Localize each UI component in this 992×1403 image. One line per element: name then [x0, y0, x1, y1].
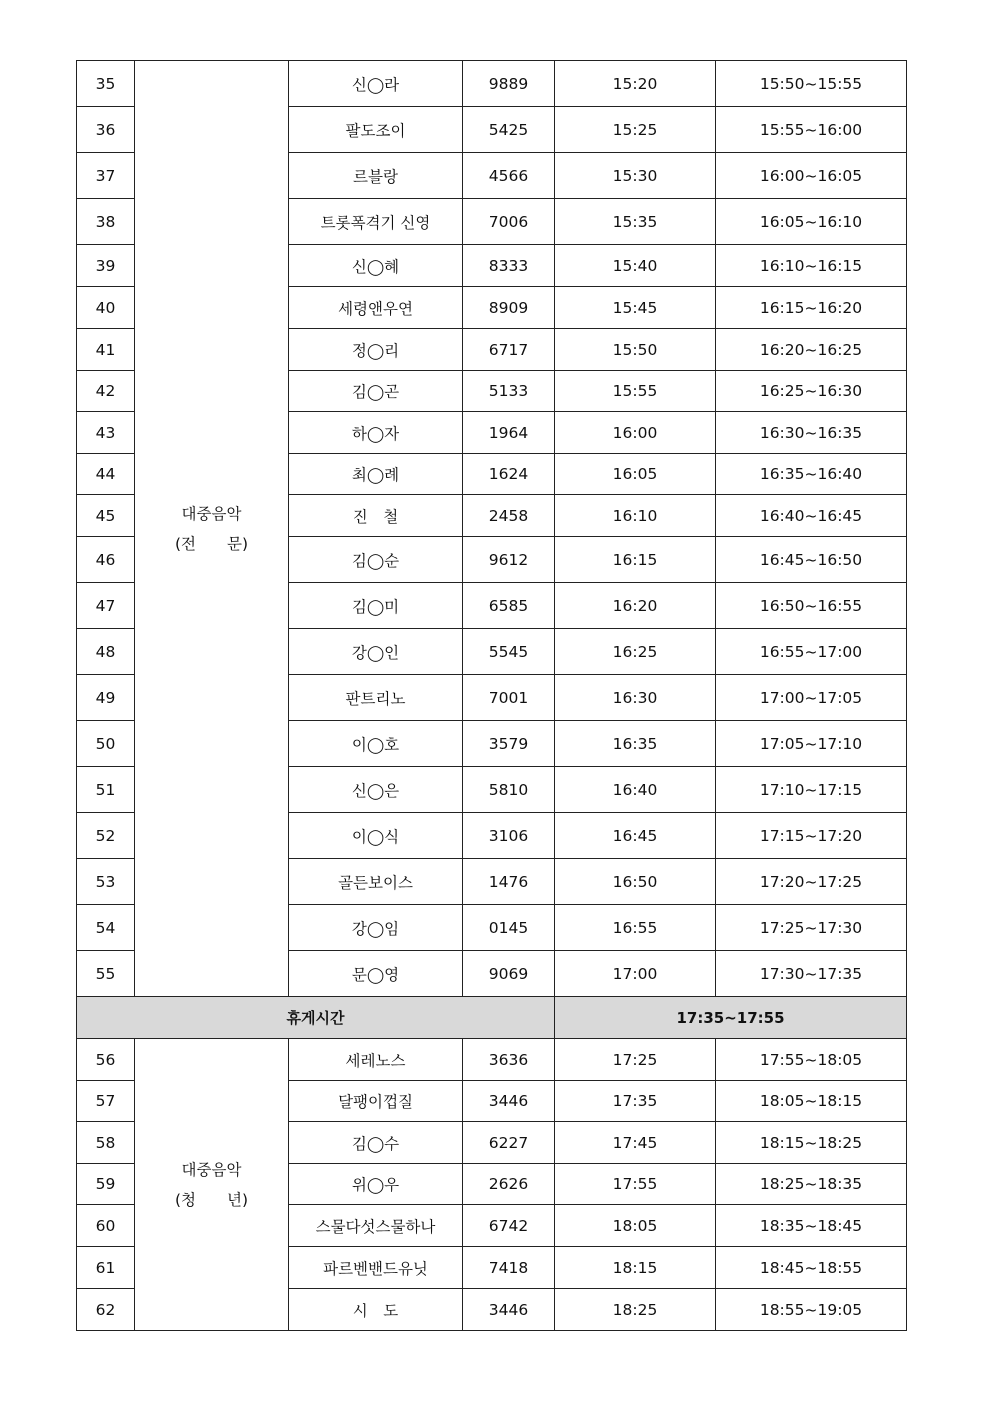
arrival-time: 16:00: [555, 412, 716, 454]
entry-code: 9612: [463, 537, 555, 583]
row-number: 57: [77, 1081, 135, 1122]
entry-code: 3446: [463, 1081, 555, 1122]
entry-code: 6742: [463, 1205, 555, 1247]
performance-slot: 17:25~17:30: [716, 905, 907, 951]
performer-name: 골든보이스: [289, 859, 463, 905]
performance-slot: 18:05~18:15: [716, 1081, 907, 1122]
performer-name: 위◯우: [289, 1164, 463, 1205]
performer-name: 신◯혜: [289, 245, 463, 287]
arrival-time: 18:25: [555, 1289, 716, 1331]
entry-code: 8333: [463, 245, 555, 287]
performer-name: 스물다섯스물하나: [289, 1205, 463, 1247]
row-number: 61: [77, 1247, 135, 1289]
entry-code: 7418: [463, 1247, 555, 1289]
break-time: 17:35~17:55: [555, 997, 907, 1039]
performer-name: 이◯식: [289, 813, 463, 859]
row-number: 49: [77, 675, 135, 721]
row-number: 54: [77, 905, 135, 951]
category-sublabel: (전 문): [174, 534, 249, 553]
entry-code: 3446: [463, 1289, 555, 1331]
entry-code: 9889: [463, 61, 555, 107]
performance-slot: 16:40~16:45: [716, 495, 907, 537]
entry-code: 6717: [463, 329, 555, 371]
performer-name: 김◯순: [289, 537, 463, 583]
entry-code: 0145: [463, 905, 555, 951]
arrival-time: 17:45: [555, 1122, 716, 1164]
performance-slot: 17:30~17:35: [716, 951, 907, 997]
performance-slot: 17:55~18:05: [716, 1039, 907, 1081]
arrival-time: 15:40: [555, 245, 716, 287]
row-number: 36: [77, 107, 135, 153]
row-number: 60: [77, 1205, 135, 1247]
row-number: 56: [77, 1039, 135, 1081]
performer-name: 이◯호: [289, 721, 463, 767]
performer-name: 최◯례: [289, 454, 463, 495]
row-number: 55: [77, 951, 135, 997]
performance-slot: 15:50~15:55: [716, 61, 907, 107]
performance-slot: 17:10~17:15: [716, 767, 907, 813]
category-cell: [135, 61, 289, 997]
entry-code: 3636: [463, 1039, 555, 1081]
performance-slot: 17:05~17:10: [716, 721, 907, 767]
performance-slot: 18:35~18:45: [716, 1205, 907, 1247]
entry-code: 5545: [463, 629, 555, 675]
performer-name: 시 도: [289, 1289, 463, 1331]
arrival-time: 15:35: [555, 199, 716, 245]
performance-slot: 18:45~18:55: [716, 1247, 907, 1289]
performer-name: 신◯라: [289, 61, 463, 107]
row-number: 58: [77, 1122, 135, 1164]
performer-name: 김◯곤: [289, 371, 463, 412]
arrival-time: 15:25: [555, 107, 716, 153]
performance-slot: 16:30~16:35: [716, 412, 907, 454]
performer-name: 하◯자: [289, 412, 463, 454]
arrival-time: 16:15: [555, 537, 716, 583]
performance-slot: 16:55~17:00: [716, 629, 907, 675]
performer-name: 정◯리: [289, 329, 463, 371]
performance-slot: 18:15~18:25: [716, 1122, 907, 1164]
arrival-time: 17:55: [555, 1164, 716, 1205]
performer-name: 김◯미: [289, 583, 463, 629]
performer-name: 팔도조이: [289, 107, 463, 153]
entry-code: 3579: [463, 721, 555, 767]
arrival-time: 16:25: [555, 629, 716, 675]
row-number: 39: [77, 245, 135, 287]
professional-section: [77, 61, 907, 997]
performance-slot: 18:25~18:35: [716, 1164, 907, 1205]
entry-code: 1964: [463, 412, 555, 454]
entry-code: 6585: [463, 583, 555, 629]
row-number: 42: [77, 371, 135, 412]
table-row: [77, 61, 907, 107]
performance-slot: 15:55~16:00: [716, 107, 907, 153]
break-section: [77, 997, 907, 1039]
performer-name: 신◯은: [289, 767, 463, 813]
break-label: 휴게시간: [77, 997, 555, 1039]
arrival-time: 16:45: [555, 813, 716, 859]
entry-code: 2458: [463, 495, 555, 537]
performance-slot: 16:20~16:25: [716, 329, 907, 371]
performer-name: 트롯폭격기 신영: [289, 199, 463, 245]
entry-code: 4566: [463, 153, 555, 199]
category-label: 대중음악: [181, 1160, 242, 1179]
row-number: 53: [77, 859, 135, 905]
performer-name: 세령앤우연: [289, 287, 463, 329]
row-number: 40: [77, 287, 135, 329]
entry-code: 5133: [463, 371, 555, 412]
row-number: 59: [77, 1164, 135, 1205]
performer-name: 강◯인: [289, 629, 463, 675]
performance-slot: 16:05~16:10: [716, 199, 907, 245]
row-number: 44: [77, 454, 135, 495]
performance-slot: 16:45~16:50: [716, 537, 907, 583]
row-number: 43: [77, 412, 135, 454]
break-row: [77, 997, 907, 1039]
performance-slot: 17:20~17:25: [716, 859, 907, 905]
arrival-time: 15:20: [555, 61, 716, 107]
arrival-time: 16:40: [555, 767, 716, 813]
arrival-time: 15:55: [555, 371, 716, 412]
performer-name: 강◯임: [289, 905, 463, 951]
entry-code: 5810: [463, 767, 555, 813]
row-number: 35: [77, 61, 135, 107]
performance-slot: 16:00~16:05: [716, 153, 907, 199]
arrival-time: 16:05: [555, 454, 716, 495]
performance-slot: 17:15~17:20: [716, 813, 907, 859]
performance-slot: 16:35~16:40: [716, 454, 907, 495]
performance-slot: 16:50~16:55: [716, 583, 907, 629]
entry-code: 7006: [463, 199, 555, 245]
arrival-time: 16:10: [555, 495, 716, 537]
entry-code: 1476: [463, 859, 555, 905]
row-number: 52: [77, 813, 135, 859]
arrival-time: 15:45: [555, 287, 716, 329]
performance-slot: 18:55~19:05: [716, 1289, 907, 1331]
row-number: 50: [77, 721, 135, 767]
arrival-time: 18:05: [555, 1205, 716, 1247]
arrival-time: 16:55: [555, 905, 716, 951]
performer-name: 판트리노: [289, 675, 463, 721]
row-number: 51: [77, 767, 135, 813]
performance-schedule-table: [76, 60, 907, 1331]
entry-code: 2626: [463, 1164, 555, 1205]
category-sublabel: (청 년): [174, 1190, 249, 1209]
row-number: 41: [77, 329, 135, 371]
arrival-time: 16:50: [555, 859, 716, 905]
arrival-time: 15:50: [555, 329, 716, 371]
arrival-time: 17:00: [555, 951, 716, 997]
entry-code: 6227: [463, 1122, 555, 1164]
performer-name: 김◯수: [289, 1122, 463, 1164]
performance-slot: 17:00~17:05: [716, 675, 907, 721]
row-number: 46: [77, 537, 135, 583]
performance-slot: 16:10~16:15: [716, 245, 907, 287]
category-label: 대중음악: [181, 504, 242, 523]
table-row: [77, 1039, 907, 1081]
arrival-time: 16:35: [555, 721, 716, 767]
row-number: 45: [77, 495, 135, 537]
row-number: 48: [77, 629, 135, 675]
entry-code: 8909: [463, 287, 555, 329]
category-cell: [135, 1039, 289, 1331]
entry-code: 5425: [463, 107, 555, 153]
row-number: 47: [77, 583, 135, 629]
performance-slot: 16:25~16:30: [716, 371, 907, 412]
arrival-time: 16:30: [555, 675, 716, 721]
arrival-time: 17:35: [555, 1081, 716, 1122]
arrival-time: 16:20: [555, 583, 716, 629]
entry-code: 9069: [463, 951, 555, 997]
performer-name: 세레노스: [289, 1039, 463, 1081]
performer-name: 파르벤밴드유닛: [289, 1247, 463, 1289]
arrival-time: 17:25: [555, 1039, 716, 1081]
entry-code: 3106: [463, 813, 555, 859]
performer-name: 르블랑: [289, 153, 463, 199]
arrival-time: 18:15: [555, 1247, 716, 1289]
arrival-time: 15:30: [555, 153, 716, 199]
row-number: 38: [77, 199, 135, 245]
entry-code: 1624: [463, 454, 555, 495]
performer-name: 달팽이껍질: [289, 1081, 463, 1122]
performer-name: 문◯영: [289, 951, 463, 997]
performer-name: 진 철: [289, 495, 463, 537]
performance-slot: 16:15~16:20: [716, 287, 907, 329]
row-number: 62: [77, 1289, 135, 1331]
youth-section: [77, 1039, 907, 1331]
row-number: 37: [77, 153, 135, 199]
entry-code: 7001: [463, 675, 555, 721]
